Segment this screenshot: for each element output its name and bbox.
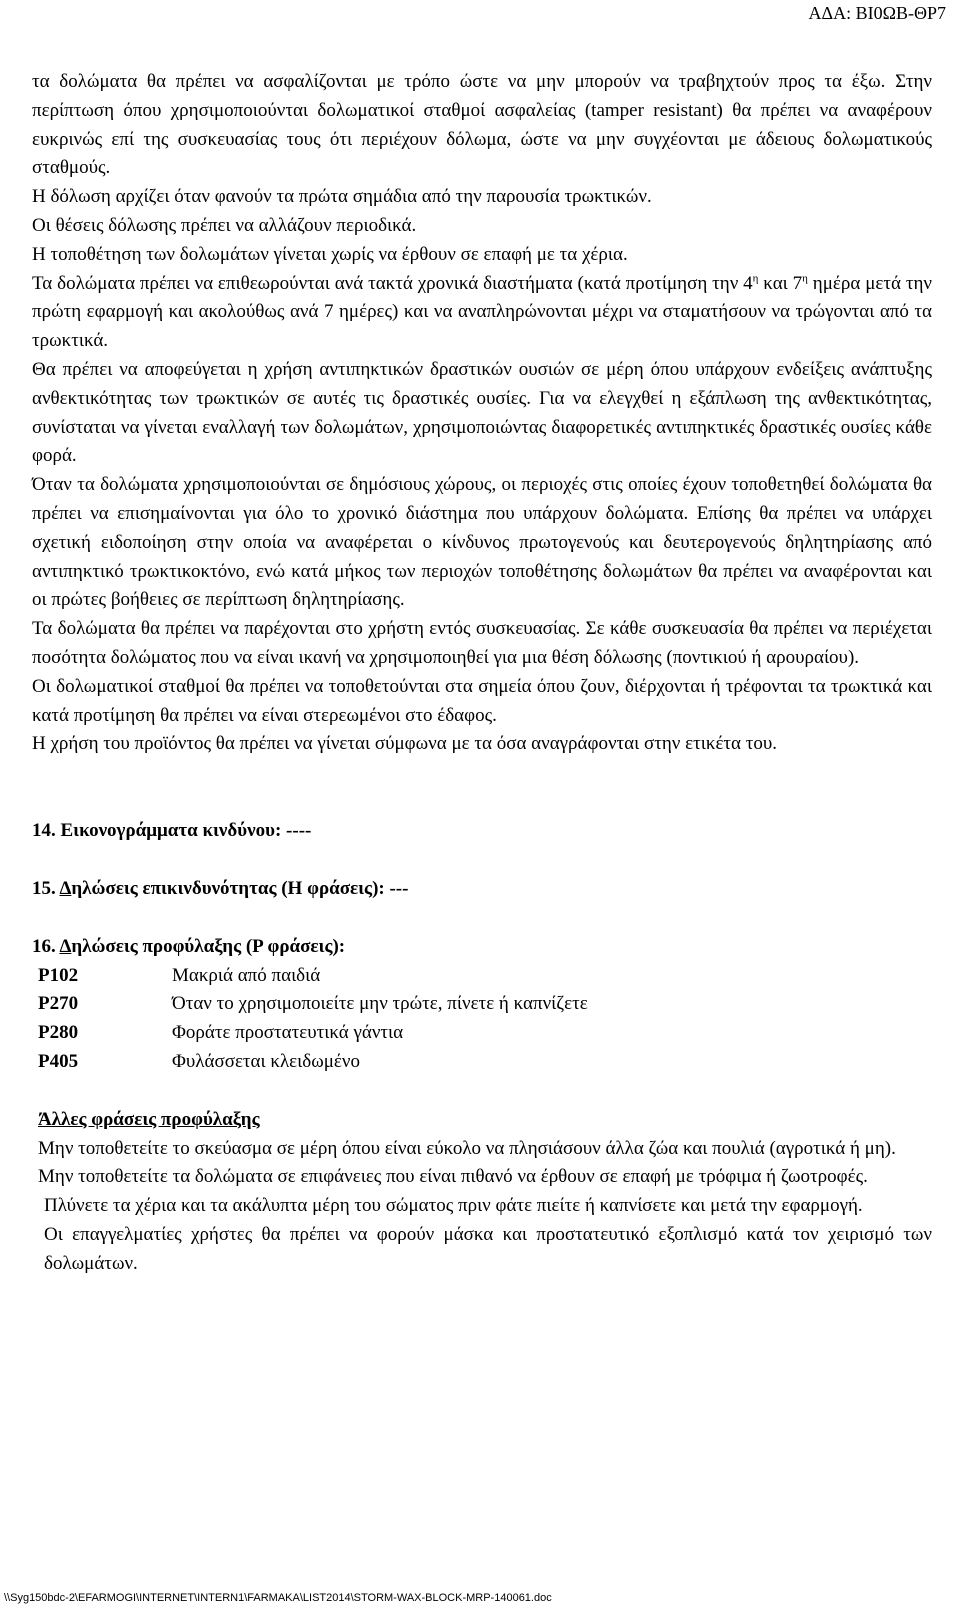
p-text: Όταν το χρησιμοποιείτε μην τρώτε, πίνετε ή καπνίζετε bbox=[172, 993, 588, 1015]
ada-code: ΑΔΑ: ΒΙ0ΩΒ-ΘΡ7 bbox=[808, 3, 946, 23]
paragraph: Μην τοποθετείτε το σκεύασμα σε μέρη όπου είναι εύκολο να πλησιάσουν άλλα ζώα και πουλιά (αγροτικά ή μη). bbox=[38, 1137, 896, 1159]
other-phrases-title: Άλλες φράσεις προφύλαξης bbox=[38, 1108, 260, 1130]
paragraph: Όταν τα δολώματα χρησιμοποιούνται σε δημόσιους χώρους, οι περιοχές στις οποίες έχουν τοποθετηθεί δολώματα θα πρέπει να επισημαίνονται για όλο το χρονικό διάστημα που υπάρχουν δολώματα. Επίσης θα πρέπει να υπάρχει σχετική ειδοποίηση στην οποία να αναφέρεται ο κίνδυνος πρωτογενούς και δευτερογενούς δηλητηρίασης από αντιπηκτικό τρωκτικοκτόνο, ενώ κατά μήκος των περιοχών τοποθέτησης δολωμάτων θα πρέπει να αναφέρονται και οι πρώτες βοήθειες σε περίπτωση δηλητηρίασης. bbox=[32, 474, 932, 611]
table-row bbox=[38, 990, 588, 1019]
paragraph: Οι θέσεις δόλωσης πρέπει να αλλάζουν περιοδικά. bbox=[32, 214, 417, 236]
paragraph: Η χρήση του προϊόντος θα πρέπει να γίνεται σύμφωνα με τα όσα αναγράφονται στην ετικέτα του. bbox=[32, 733, 778, 755]
section-15-heading bbox=[32, 875, 932, 904]
file-path-footer: \\Syg150bdc-2\EFARMOGI\INTERNET\INTERN1\FARMAKA\LIST2014\STORM-WAX-BLOCK-MRP-140061.doc bbox=[4, 1592, 552, 1604]
paragraph: Η τοποθέτηση των δολωμάτων γίνεται χωρίς να έρθουν σε επαφή με τα χέρια. bbox=[32, 243, 628, 265]
superscript: η bbox=[752, 272, 759, 285]
superscript: η bbox=[802, 272, 808, 285]
underlined-initial: Δ bbox=[59, 877, 72, 899]
p-text: Φυλάσσεται κλειδωμένο bbox=[172, 1050, 360, 1072]
section-14-heading bbox=[32, 817, 932, 846]
paragraph: τα δολώματα θα πρέπει να ασφαλίζονται με τρόπο ώστε να μην μπορούν να τραβηχτούν προς τα έξω. Στην περίπτωση όπου χρησιμοποιούνται δολωματικοί σταθμοί ασφαλείας (tamper resistant) θα πρέπει να αναφέρουν ευκρινώς επί της συσκευασίας τους ότι περιέχουν δόλωμα, ώστε να μην συγχέονται με άδειους δολωματικούς σταθμούς. bbox=[32, 71, 932, 179]
paragraph: Πλύνετε τα χέρια και τα ακάλυπτα μέρη του σώματος πριν φάτε πιείτε ή καπνίσετε και μετά την εφαρμογή. bbox=[44, 1195, 863, 1217]
table-row bbox=[38, 1048, 588, 1077]
table-row bbox=[38, 1019, 588, 1048]
paragraph bbox=[32, 270, 932, 356]
paragraph: Θα πρέπει να αποφεύγεται η χρήση αντιπηκτικών δραστικών ουσιών σε μέρη όπου υπάρχουν ενδείξεις ανάπτυξης ανθεκτικότητας των τρωκτικών σε αυτές τις δραστικές ουσίες. Για να ελεγχθεί η εξάπλωση της ανθεκτικότητας, συνίσταται να γίνεται εναλλαγή των δολωμάτων, χρησιμοποιώντας διαφορετικές αντιπηκτικές δραστικές ουσίες κάθε φορά. bbox=[32, 358, 932, 467]
section-number: 16. bbox=[32, 935, 60, 957]
paragraph: Η δόλωση αρχίζει όταν φανούν τα πρώτα σημάδια από την παρουσία τρωκτικών. bbox=[32, 186, 652, 208]
section-title: ηλώσεις επικινδυνότητας (Η φράσεις): --- bbox=[71, 877, 409, 899]
p-code: P102 bbox=[38, 964, 79, 986]
paragraph: Τα δολώματα θα πρέπει να παρέχονται στο χρήστη εντός συσκευασίας. Σε κάθε συσκευασία θα πρέπει να περιέχεται ποσότητα δολώματος που να είναι ικανή να χρησιμοποιηθεί για μια θέση δόλωσης (ποντικιού ή αρουραίου). bbox=[32, 618, 932, 668]
section-number: 15. bbox=[32, 877, 60, 899]
p-code: P280 bbox=[38, 1022, 79, 1044]
text-span: ημέρα μετά την πρώτη εφαρμογή και ακολούθως ανά 7 ημέρες) και να αναπληρώνονται μέχρι να σταματήσουν να τρώγονται από τα τρωκτικά. bbox=[32, 272, 932, 352]
paragraph: Οι επαγγελματίες χρήστες θα πρέπει να φορούν μάσκα και προστατευτικό εξοπλισμό κατά τον χειρισμό των δολωμάτων. bbox=[44, 1223, 932, 1274]
p-code: P405 bbox=[38, 1050, 79, 1072]
p-statements-table bbox=[38, 962, 588, 1077]
p-code: P270 bbox=[38, 993, 79, 1015]
text-span: και 7 bbox=[758, 272, 803, 294]
document-body bbox=[32, 68, 932, 1278]
underlined-initial: Δ bbox=[59, 935, 72, 957]
p-text: Μακριά από παιδιά bbox=[172, 964, 321, 986]
section-title: Εικονογράμματα κινδύνου: ---- bbox=[60, 820, 312, 842]
paragraph: Μην τοποθετείτε τα δολώματα σε επιφάνειες που είναι πιθανό να έρθουν σε επαφή με τρόφιμα ή ζωοτροφές. bbox=[38, 1166, 868, 1188]
section-number: 14. bbox=[32, 820, 61, 842]
p-text: Φοράτε προστατευτικά γάντια bbox=[172, 1022, 404, 1044]
table-row bbox=[38, 962, 588, 991]
section-title: ηλώσεις προφύλαξης (Ρ φράσεις): bbox=[71, 935, 346, 957]
section-16-heading bbox=[32, 933, 932, 962]
text-span: Τα δολώματα πρέπει να επιθεωρούνται ανά τακτά χρονικά διαστήματα (κατά προτίμηση την 4 bbox=[32, 272, 753, 294]
paragraph: Οι δολωματικοί σταθμοί θα πρέπει να τοποθετούνται στα σημεία όπου ζουν, διέρχονται ή τρέφονται τα τρωκτικά και κατά προτίμηση θα πρέπει να είναι στερεωμένοι στο έδαφος. bbox=[32, 675, 932, 726]
